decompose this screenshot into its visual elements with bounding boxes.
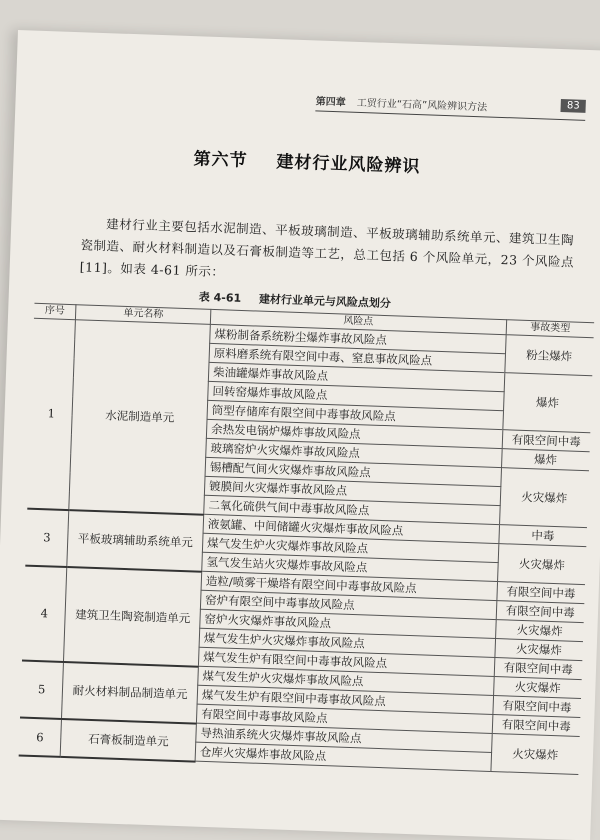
running-header [315,92,585,120]
cell-risk: 原料磨系统有限空间中毒、窒息事故风险点 [209,343,505,372]
cell-risk: 煤气发生炉火灾爆炸事故风险点 [199,628,495,657]
cell-risk: 玻璃窑炉火灾爆炸事故风险点 [206,438,502,467]
cell-risk: 造粒/喷雾干燥塔有限空间中毒事故风险点 [201,571,497,600]
cell-risk: 镀膜间火灾爆炸事故风险点 [204,476,500,505]
book-page [0,30,600,840]
page-number: 83 [561,99,586,113]
cell-unit: 建筑卫生陶瓷制造单元 [64,567,202,667]
cell-no: 5 [20,660,64,718]
cell-no: 4 [22,565,67,661]
section-heading: 建材行业风险辨识 [276,152,421,178]
cell-accident-type: 火灾爆炸 [497,544,586,585]
cell-accident-type: 中毒 [498,525,587,547]
cell-unit: 耐火材料制品制造单元 [62,661,199,723]
cell-risk: 窑炉火灾爆炸事故风险点 [200,609,496,638]
table-body [19,318,594,774]
table-caption [199,288,392,311]
cell-risk: 氢气发生站火灾爆炸事故风险点 [202,552,498,581]
cell-risk: 余热发电锅炉爆炸事故风险点 [206,419,502,448]
cell-risk: 锡槽配气间火灾爆炸事故风险点 [205,457,501,486]
cell-risk: 有限空间中毒事故风险点 [196,704,492,733]
cell-risk: 仓库火灾爆炸事故风险点 [195,742,491,771]
cell-unit: 水泥制造单元 [69,320,210,515]
cell-accident-type: 粉尘爆炸 [504,335,593,376]
cell-risk: 液氨罐、中间储罐火灾爆炸事故风险点 [203,514,499,543]
header-no: 序号 [34,303,76,319]
table-caption-number: 表 4-61 [198,290,242,305]
cell-accident-type: 爆炸 [501,449,590,471]
header-type: 事故类型 [506,320,594,338]
cell-accident-type: 火灾爆炸 [493,676,582,698]
cell-risk: 煤气发生炉有限空间中毒事故风险点 [198,647,494,676]
cell-risk: 二氧化硫供气间中毒事故风险点 [204,495,500,524]
cell-no: 3 [25,508,69,566]
cell-risk: 煤粉制备系统粉尘爆炸事故风险点 [210,324,506,353]
cell-accident-type: 有限空间中毒 [492,714,581,736]
header-chapter: 第四章 [315,96,346,109]
cell-risk: 柴油罐爆炸事故风险点 [208,362,504,391]
cell-accident-type: 火灾爆炸 [490,733,579,774]
cell-unit: 平板玻璃辅助系统单元 [67,510,204,572]
cell-accident-type: 火灾爆炸 [495,620,584,642]
cell-accident-type: 有限空间中毒 [492,695,581,717]
header-unit: 单元名称 [76,305,211,325]
cell-risk: 煤气发生炉火灾爆炸事故风险点 [202,533,498,562]
cell-no: 6 [19,717,62,756]
cell-unit: 石膏板制造单元 [60,718,196,761]
cell-accident-type: 火灾爆炸 [499,468,589,528]
cell-risk: 回转窑爆炸事故风险点 [208,381,504,410]
table-caption-title: 建材行业单元与风险点划分 [258,292,392,311]
header-title: 工贸行业“石高”风险辨识方法 [356,97,488,114]
risk-table [19,303,594,776]
cell-accident-type: 爆炸 [502,373,592,433]
cell-accident-type: 火灾爆炸 [494,639,583,661]
cell-risk: 窑炉有限空间中毒事故风险点 [200,590,496,619]
section-number: 第六节 [193,149,248,172]
cell-risk: 导热油系统火灾爆炸事故风险点 [196,723,492,752]
cell-accident-type: 有限空间中毒 [496,601,585,623]
cell-risk: 煤气发生炉火灾爆炸事故风险点 [198,666,494,695]
cell-accident-type: 有限空间中毒 [494,658,583,680]
cell-accident-type: 有限空间中毒 [502,430,591,452]
cell-risk: 筒型存储库有限空间中毒事故风险点 [207,400,503,429]
cell-risk: 煤气发生炉有限空间中毒事故风险点 [197,685,493,714]
cell-no: 1 [27,318,75,509]
intro-paragraph: 建材行业主要包括水泥制造、平板玻璃制造、平板玻璃辅助系统单元、建筑卫生陶瓷制造、耐火材料制造以及石膏板制造等工艺，总工包括 6 个风险单元，23 个风险点[11]。如表 4-61 所示： [79,216,575,280]
header-risk: 风险点 [210,309,506,334]
cell-accident-type: 有限空间中毒 [496,582,585,604]
section-title [193,144,421,177]
